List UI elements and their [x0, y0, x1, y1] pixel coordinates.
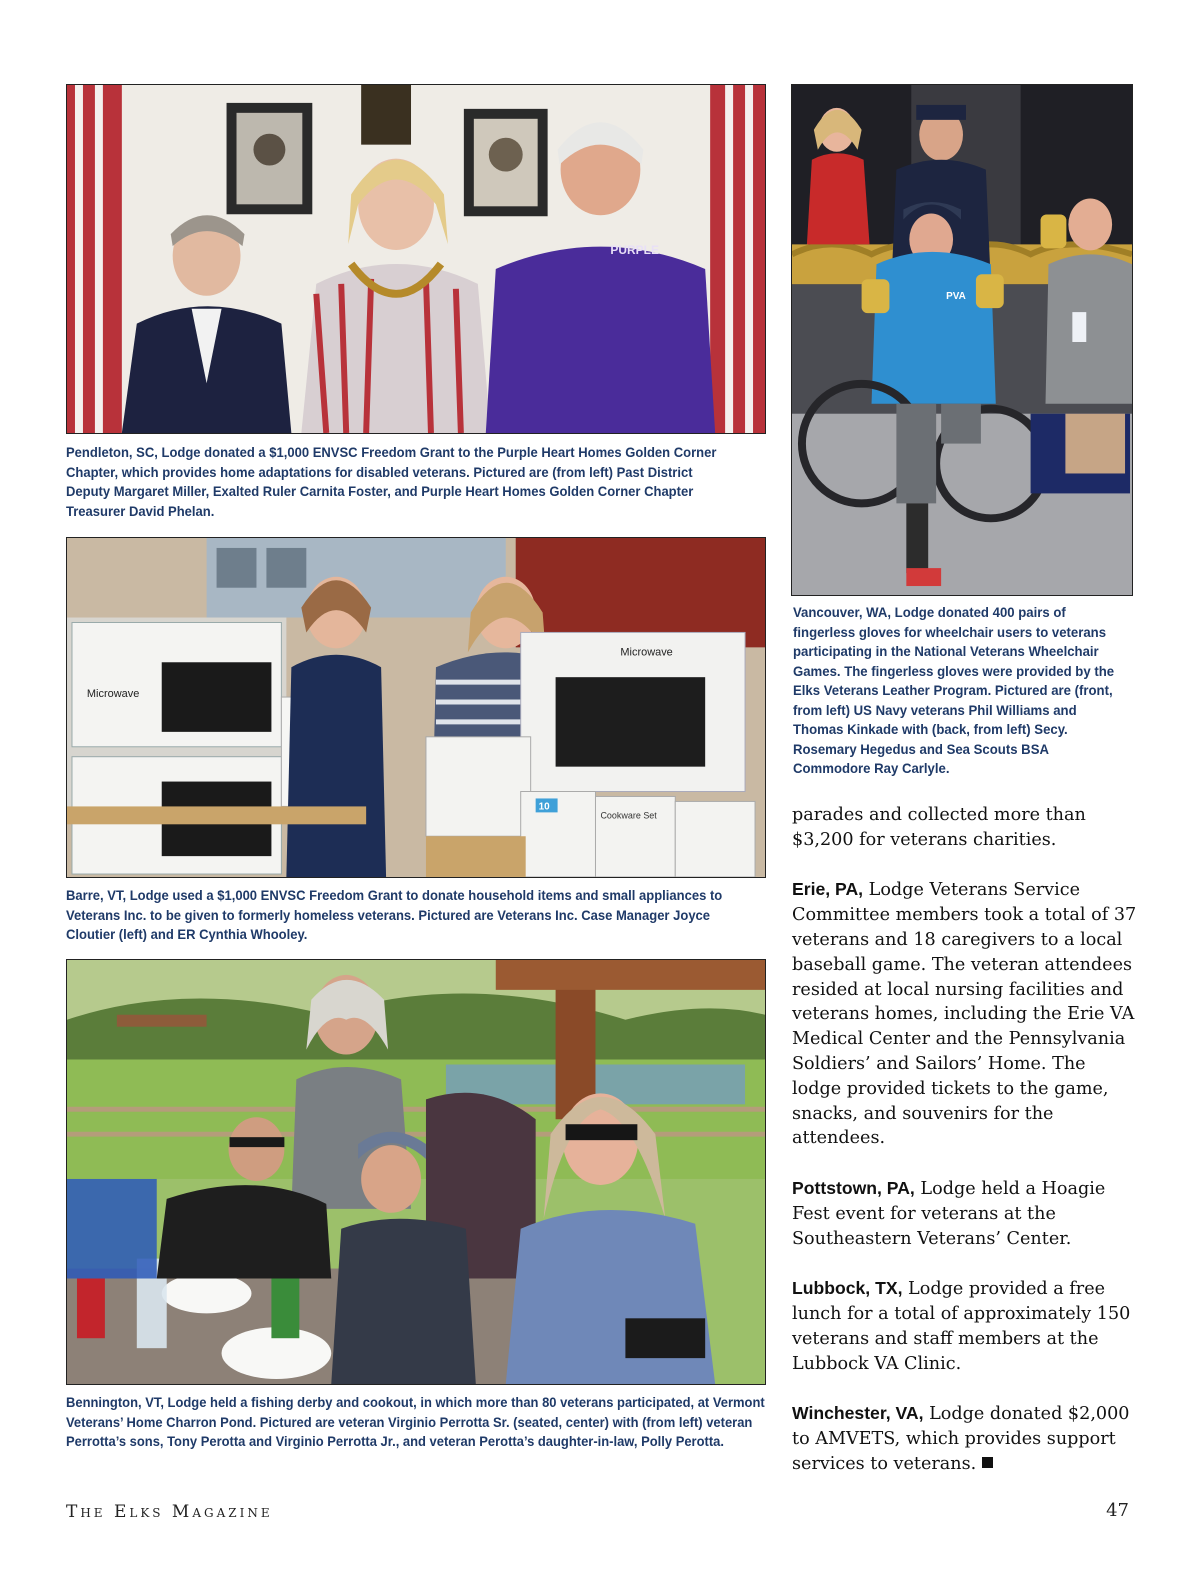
lubbock-text: Lodge provided a free lunch for a total of approximately 150 veterans and staff members at the Lubbock VA Clinic.: [792, 1279, 1131, 1374]
pottstown-lead: Pottstown, PA,: [792, 1177, 915, 1198]
pottstown-text: Lodge held a Hoagie Fest event for veterans at the Southeastern Veterans’ Center.: [792, 1178, 1106, 1249]
caption-vancouver: [793, 603, 1119, 779]
magazine-title: The Elks Magazine: [66, 1502, 273, 1522]
bennington-photo-art: [67, 960, 765, 1384]
caption-bennington-place: Bennington, VT,: [66, 1394, 164, 1410]
microwave-box-label: Microwave: [86, 688, 140, 701]
page-number: 47: [1106, 1500, 1129, 1521]
purple-heart-shirt-text: PURPLE: [610, 243, 659, 258]
caption-pendleton-place: Pendleton, SC,: [66, 444, 158, 460]
winchester-text: Lodge donated $2,000 to AMVETS, which provides support services to veterans.: [792, 1404, 1130, 1474]
barre-photo-art: [67, 538, 765, 877]
caption-bennington-text: Lodge held a fishing derby and cookout, in which more than 80 veterans participated, at Vermont Veterans’ Home Charron Pond. Pictured are veteran Virginio Perrotta Sr. (seated, center) with (from left) veteran Perrotta’s sons, Tony Perotta and Virginio Perrotta Jr., and veteran Perotta’s daughter-in-law, Polly Perotta.: [66, 1394, 765, 1449]
microwave-box-label-2: Microwave: [620, 646, 673, 659]
continued-paragraph: parades and collected more than $3,200 for veterans charities.: [792, 805, 1086, 850]
cookware-box-label: Cookware Set: [600, 810, 657, 821]
lubbock-lead: Lubbock, TX,: [792, 1278, 903, 1299]
caption-vancouver-place: Vancouver, WA,: [793, 604, 892, 620]
photo-vancouver: [791, 84, 1133, 596]
photo-pendleton: [66, 84, 766, 434]
paragraph-winchester: [792, 1401, 1137, 1476]
photo-barre: [66, 537, 766, 878]
caption-pendleton: [66, 443, 736, 521]
caption-barre: [66, 886, 736, 945]
erie-text: Lodge Veterans Service Committee members took a total of 37 veterans and 18 caregivers to a local baseball game. The veteran attendees resided at local nursing facilities and veterans homes, including the Erie VA Medical Center and the Pennsylvania Soldiers’ and Sailors’ Home. The lodge provided tickets to the game, snacks, and souvenirs for the attendees.: [792, 880, 1137, 1149]
paragraph-pottstown: [792, 1176, 1137, 1251]
box-number-label: 10: [538, 801, 550, 813]
pva-shirt-logo: PVA: [946, 291, 966, 303]
photo-bennington: [66, 959, 766, 1385]
paragraph-lubbock: [792, 1276, 1137, 1376]
caption-barre-text: Lodge used a $1,000 ENVSC Freedom Grant to donate household items and small appliances to Veterans Inc. to be given to formerly homeless veterans. Pictured are Veterans Inc. Case Manager Joyce Cloutier (left) and ER Cynthia Whooley.: [66, 887, 723, 942]
caption-bennington: [66, 1393, 765, 1452]
winchester-lead: Winchester, VA,: [792, 1403, 924, 1424]
caption-pendleton-text: Lodge donated a $1,000 ENVSC Freedom Grant to the Purple Heart Homes Golden Corner Chapter, which provides home adaptations for disabled veterans. Pictured are (from left) Past District Deputy Margaret Miller, Exalted Ruler Carnita Foster, and Purple Heart Homes Golden Corner Chapter Treasurer David Phelan.: [66, 444, 717, 519]
article-body-column: [792, 803, 1137, 1501]
pendleton-photo-art: [67, 85, 765, 433]
caption-vancouver-text: Lodge donated 400 pairs of fingerless gloves for wheelchair users to veterans participating in the National Veterans Wheelchair Games. The fingerless gloves were provided by the Elks Veterans Leather Program. Pictured are (front, from left) US Navy veterans Phil Williams and Thomas Kinkade with (back, from left) Secy. Rosemary Hegedus and Sea Scouts BSA Commodore Ray Carlyle.: [793, 604, 1115, 776]
paragraph-erie: [792, 877, 1137, 1151]
caption-barre-place: Barre, VT,: [66, 887, 127, 903]
erie-lead: Erie, PA,: [792, 879, 864, 900]
vancouver-photo-art: [792, 85, 1132, 595]
end-of-article-mark: [982, 1457, 993, 1468]
